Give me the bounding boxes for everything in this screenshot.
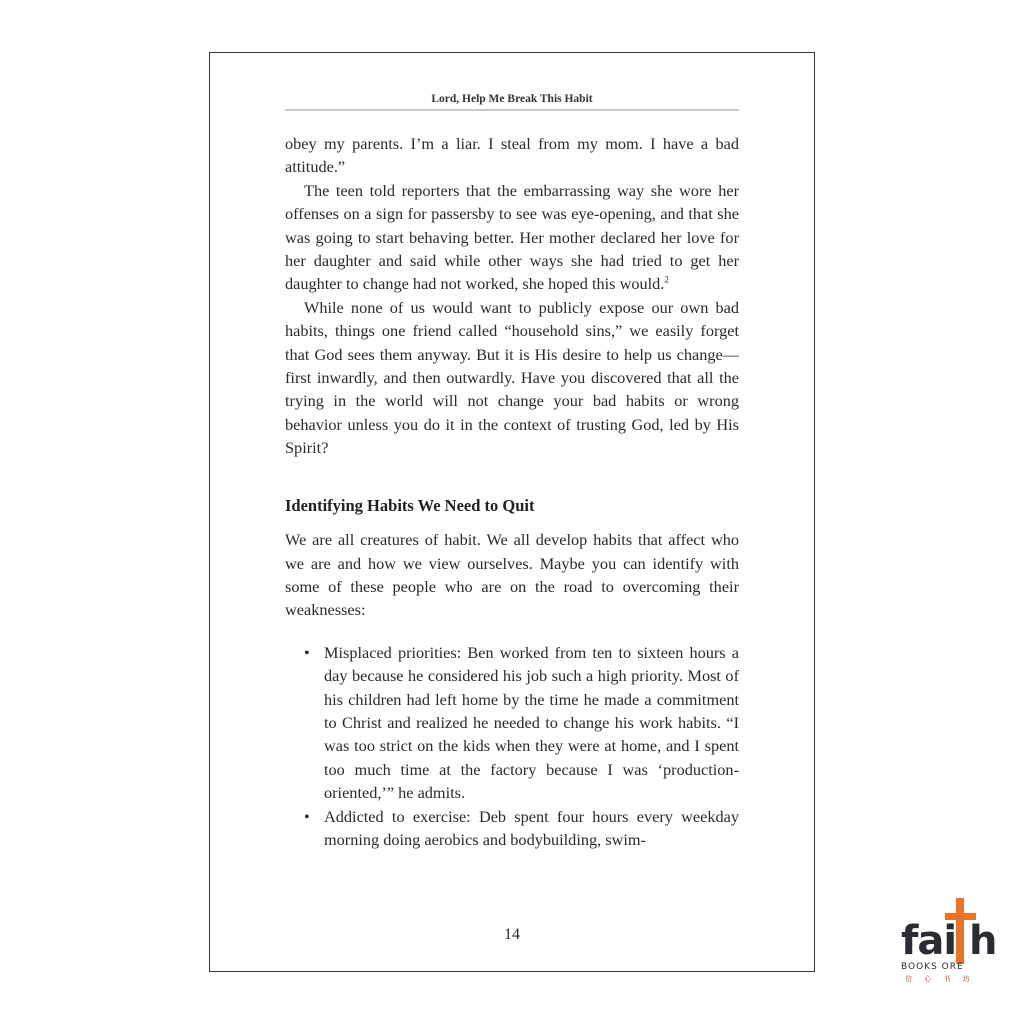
paragraph-teen-reporters (285, 179, 739, 296)
running-head: Lord, Help Me Break This Habit (431, 93, 593, 105)
paragraph-text: The teen told reporters that the embarrassing way she wore her offenses on a sign for passersby to see was eye-opening, and that she was going to start behaving better. Her mother declared her love for her daughter and said while other ways she had tried to get her daughter to change had not worked, she hoped this would. (285, 180, 739, 294)
list-item (304, 641, 739, 805)
logo-tagline: BOOKS ORE (901, 962, 964, 972)
footnote-reference: 2 (664, 275, 669, 286)
section-intro: We are all creatures of habit. We all develop habits that affect who we are and how we view ourselves. Maybe you can identify with some of these people who are on the road to overcoming their weaknesses: (285, 530, 739, 620)
page-body (285, 132, 739, 851)
faith-bookstore-logo (899, 896, 999, 986)
book-page (209, 52, 815, 972)
header-rule (285, 109, 739, 111)
list-gap (285, 622, 739, 641)
logo-wordmark: fai h (901, 918, 997, 964)
section-heading: Identifying Habits We Need to Quit (285, 495, 535, 515)
list-item-text: Addicted to exercise: Deb spent four hours every weekday morning doing aerobics and bodybuilding, swim- (324, 806, 739, 849)
page-number: 14 (504, 926, 520, 943)
heading-gap (285, 517, 739, 528)
paragraph-continued: obey my parents. I’m a liar. I steal from my mom. I have a bad attitude.” (285, 134, 739, 177)
habit-list (285, 641, 739, 852)
bullet: • (304, 642, 310, 662)
bullet: • (304, 806, 310, 826)
logo-chinese: 信 心 书 坊 (905, 975, 975, 983)
paragraph-household-sins: While none of us would want to publicly expose our own bad habits, things one friend called “household sins,” we easily forget that God sees them anyway. But it is His desire to help us change—first inwardly, and then outwardly. Have you discovered that all the trying in the world will not change your bad habits or wrong behavior unless you do it in the context of trusting God, led by His Spirit? (285, 297, 739, 458)
section-gap (285, 460, 739, 494)
list-item (304, 805, 739, 852)
list-item-text: Misplaced priorities: Ben worked from ten to sixteen hours a day because he considered his job such a high priority. Most of his children had left home by the time he made a commitment to Christ and realized he needed to change his work habits. “I was too strict on the kids when they were at home, and I spent too much time at the factory because I was ‘production-oriented,’” he admits. (324, 642, 739, 803)
